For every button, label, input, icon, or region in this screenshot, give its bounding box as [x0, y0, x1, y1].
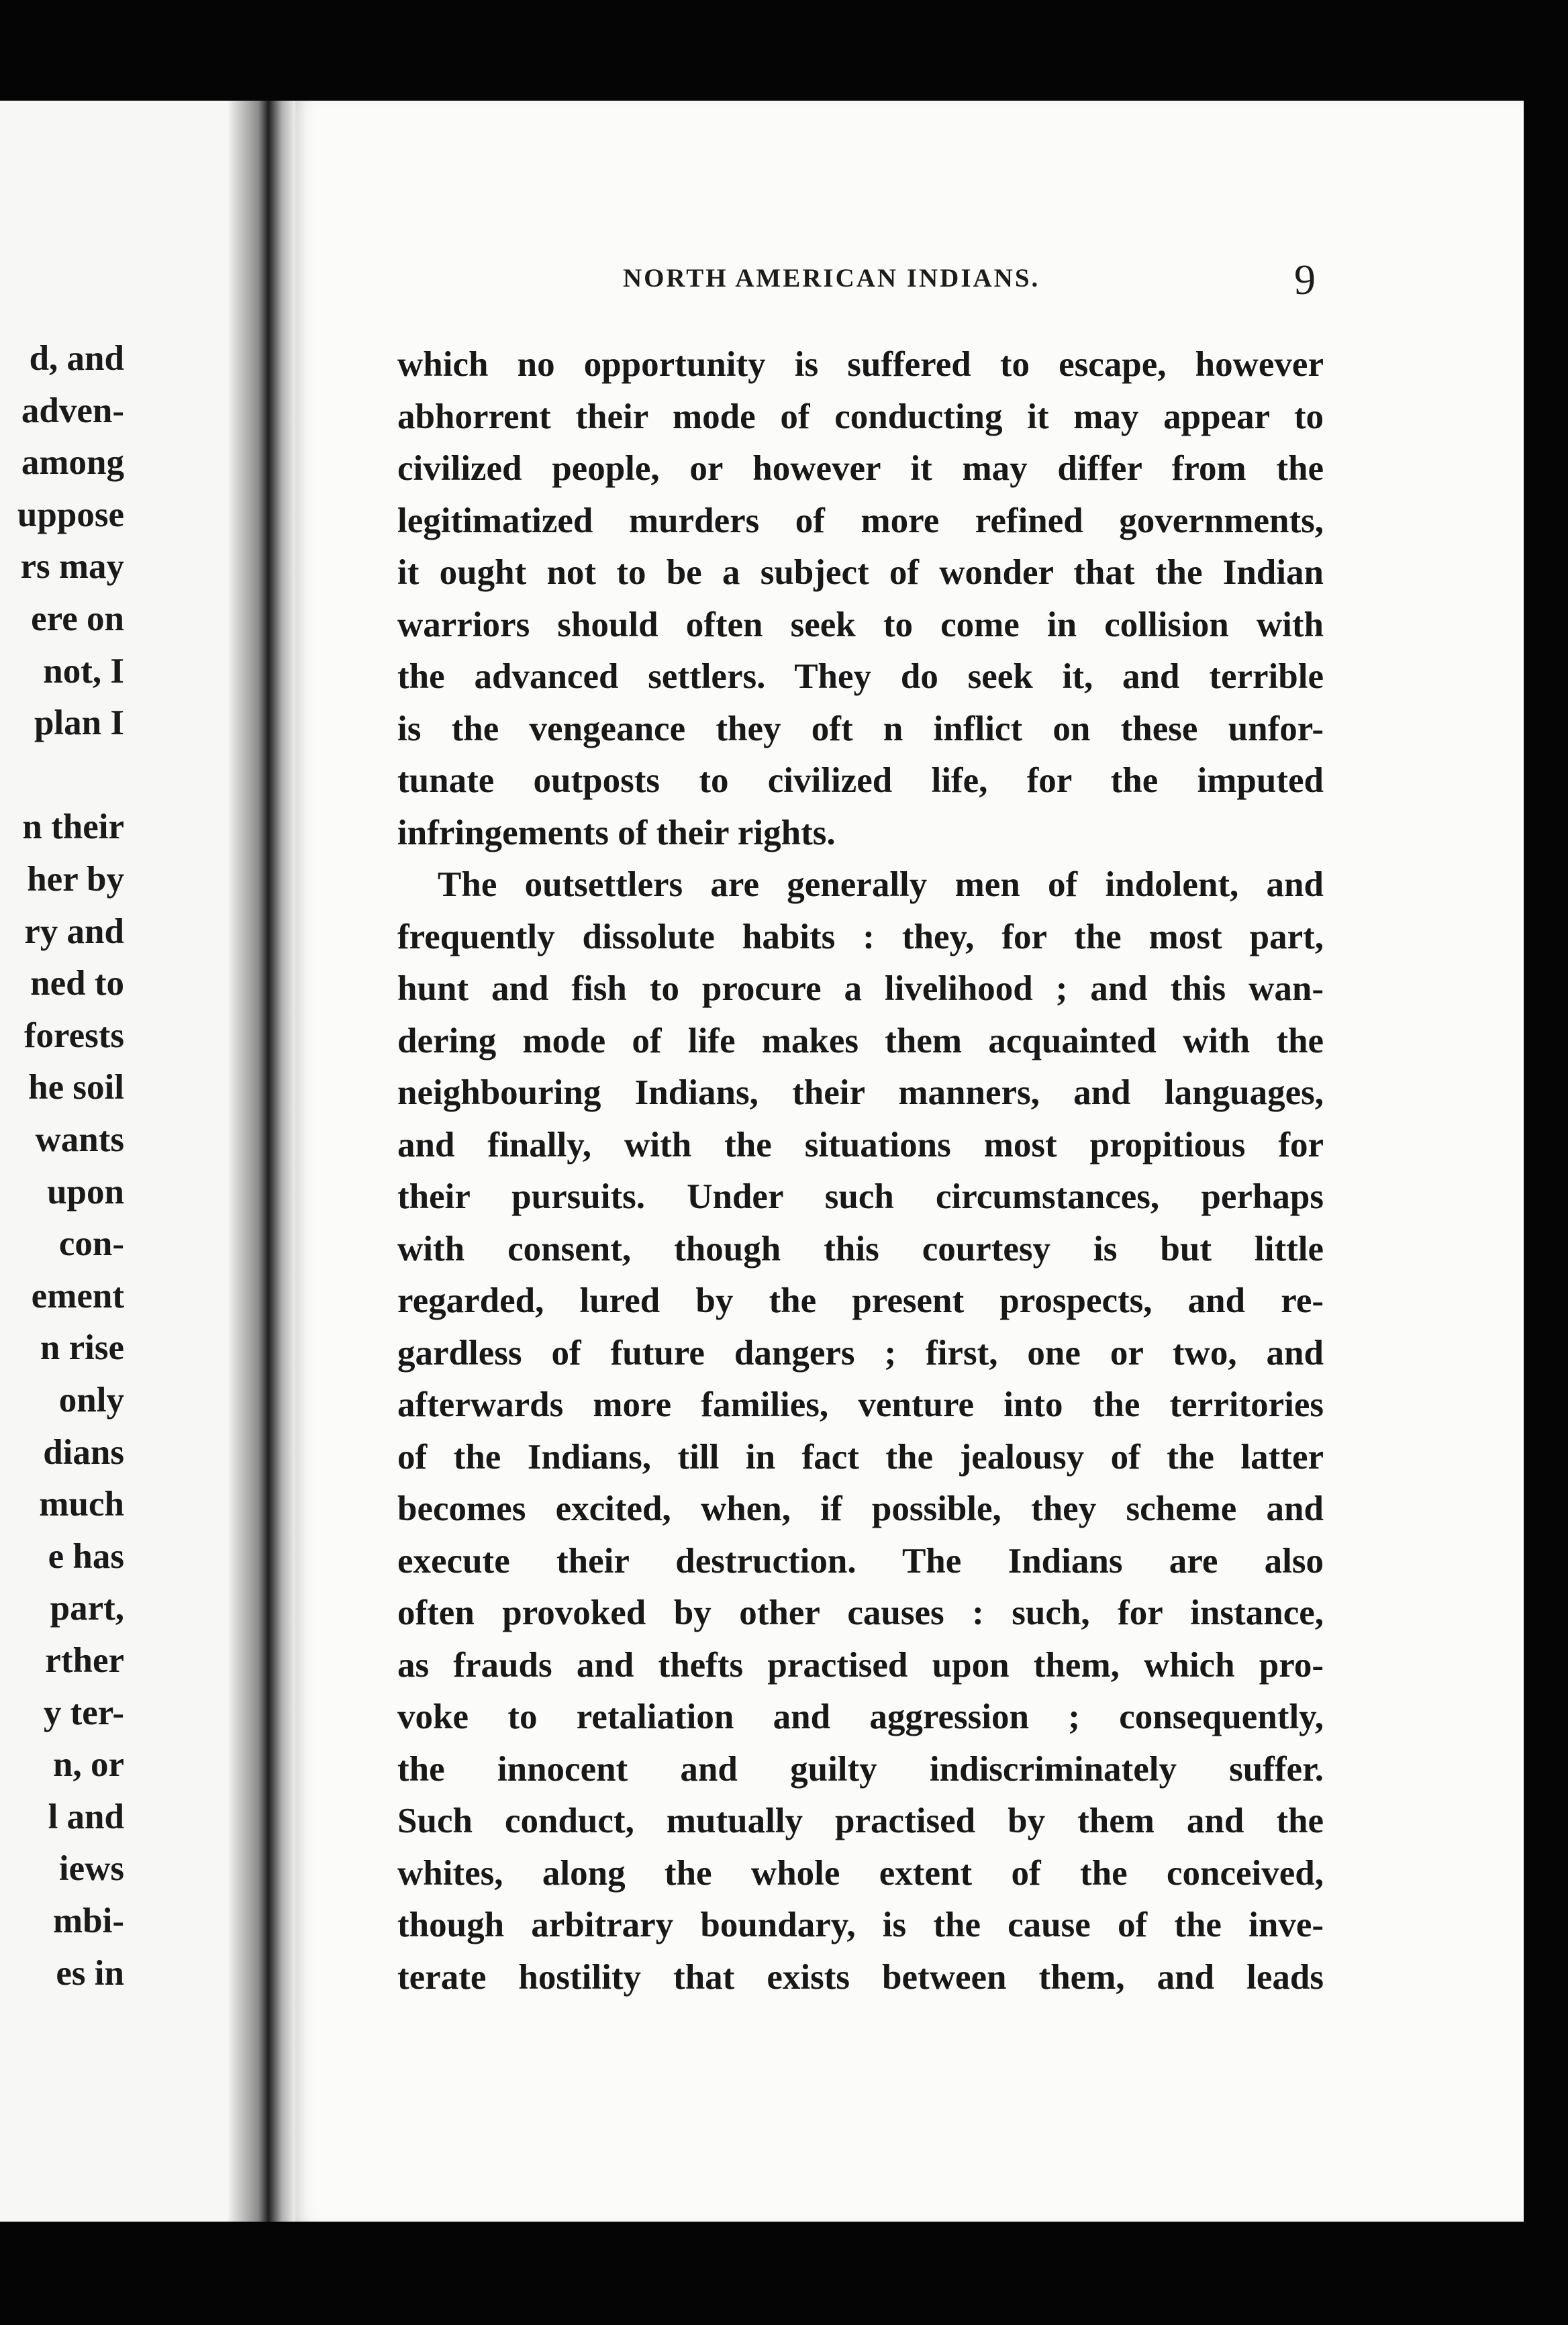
text-line: it ought not to be a subject of wonder that the Indian: [397, 553, 1324, 592]
left-page-line: iews: [58, 1849, 124, 1889]
text-line: which no opportunity is suffered to escape, however: [397, 345, 1324, 384]
left-page-line: he soil: [28, 1068, 124, 1107]
text-line: afterwards more families, venture into the territories: [397, 1385, 1324, 1424]
book-gutter: [228, 101, 295, 2222]
text-line: warriors should often seek to come in collision with: [397, 605, 1324, 644]
left-page-line: d, and: [29, 339, 124, 378]
left-page-line: not, I: [43, 651, 124, 691]
running-head: NORTH AMERICAN INDIANS.: [623, 264, 1040, 293]
left-page-line: n rise: [40, 1328, 124, 1368]
left-page-line: ned to: [30, 964, 124, 1003]
text-line: frequently dissolute habits : they, for the most part,: [397, 917, 1324, 956]
text-line: legitimatized murders of more refined governments,: [397, 501, 1324, 540]
left-page-line: e has: [48, 1536, 124, 1576]
left-page-line: con-: [58, 1224, 124, 1264]
left-page-line: n their: [22, 807, 124, 847]
text-line: whites, along the whole extent of the conceived,: [397, 1853, 1324, 1893]
text-line: The outsettlers are generally men of indolent, and: [438, 865, 1324, 904]
text-line: execute their destruction. The Indians are also: [397, 1541, 1324, 1581]
left-page-line: ere on: [31, 599, 124, 638]
body-text: [397, 339, 1324, 2004]
text-line: their pursuits. Under such circumstances, perhaps: [397, 1177, 1324, 1216]
page-number: 9: [1294, 256, 1316, 303]
left-page-line: rs may: [20, 547, 124, 587]
text-line: regarded, lured by the present prospects, and re-: [397, 1281, 1324, 1320]
text-line: as frauds and thefts practised upon them, which pro-: [397, 1645, 1324, 1685]
text-line: neighbouring Indians, their manners, and languages,: [397, 1073, 1324, 1112]
left-page-line: y ter-: [43, 1693, 124, 1732]
text-line: voke to retaliation and aggression ; consequently,: [397, 1697, 1324, 1736]
text-line: often provoked by other causes : such, for instance,: [397, 1593, 1324, 1632]
text-line: is the vengeance they oft n inflict on these unfor-: [397, 709, 1324, 748]
left-page-line: dians: [43, 1432, 124, 1472]
left-page-line: much: [39, 1485, 124, 1524]
text-line: civilized people, or however it may differ from the: [397, 449, 1324, 488]
left-page-line: ry and: [24, 911, 124, 951]
left-page-line: only: [58, 1381, 124, 1420]
left-page-line: ement: [31, 1276, 124, 1316]
left-page-line: part,: [50, 1589, 124, 1628]
left-page-line: forests: [23, 1016, 124, 1055]
text-line: abhorrent their mode of conducting it may appear to: [397, 397, 1324, 436]
left-page-line: adven-: [21, 391, 124, 430]
left-page-line: n, or: [53, 1745, 124, 1785]
text-line: though arbitrary boundary, is the cause of the inve-: [397, 1906, 1324, 1944]
left-page-line: mbi-: [53, 1901, 124, 1940]
text-line: Such conduct, mutually practised by them and the: [397, 1801, 1324, 1840]
left-page-line: wants: [35, 1120, 124, 1159]
left-page-line: uppose: [17, 495, 124, 534]
text-line: with consent, though this courtesy is but little: [397, 1229, 1324, 1269]
left-page-line: es in: [56, 1953, 124, 1993]
text-line: the advanced settlers. They do seek it, and terrible: [397, 657, 1324, 696]
left-page-line: among: [21, 443, 124, 483]
text-line: of the Indians, till in fact the jealousy of the latter: [397, 1437, 1324, 1477]
text-line: tunate outposts to civilized life, for the imputed: [397, 761, 1324, 800]
left-page-line: l and: [48, 1797, 124, 1836]
left-page-line: rther: [45, 1641, 124, 1680]
left-page-line: upon: [47, 1172, 124, 1211]
text-line: dering mode of life makes them acquainted with the: [397, 1021, 1324, 1060]
left-page-line: her by: [27, 860, 124, 899]
text-line: and finally, with the situations most propitious for: [397, 1125, 1324, 1165]
text-line: the innocent and guilty indiscriminately suffer.: [397, 1749, 1324, 1789]
left-page-line: plan I: [34, 703, 124, 743]
text-line: hunt and fish to procure a livelihood ; and this wan-: [397, 969, 1324, 1008]
text-line: terate hostility that exists between them, and leads: [397, 1957, 1324, 1997]
text-line: infringements of their rights.: [397, 813, 836, 852]
text-line: becomes excited, when, if possible, they scheme and: [397, 1489, 1324, 1528]
text-line: gardless of future dangers ; first, one or two, and: [397, 1333, 1324, 1373]
